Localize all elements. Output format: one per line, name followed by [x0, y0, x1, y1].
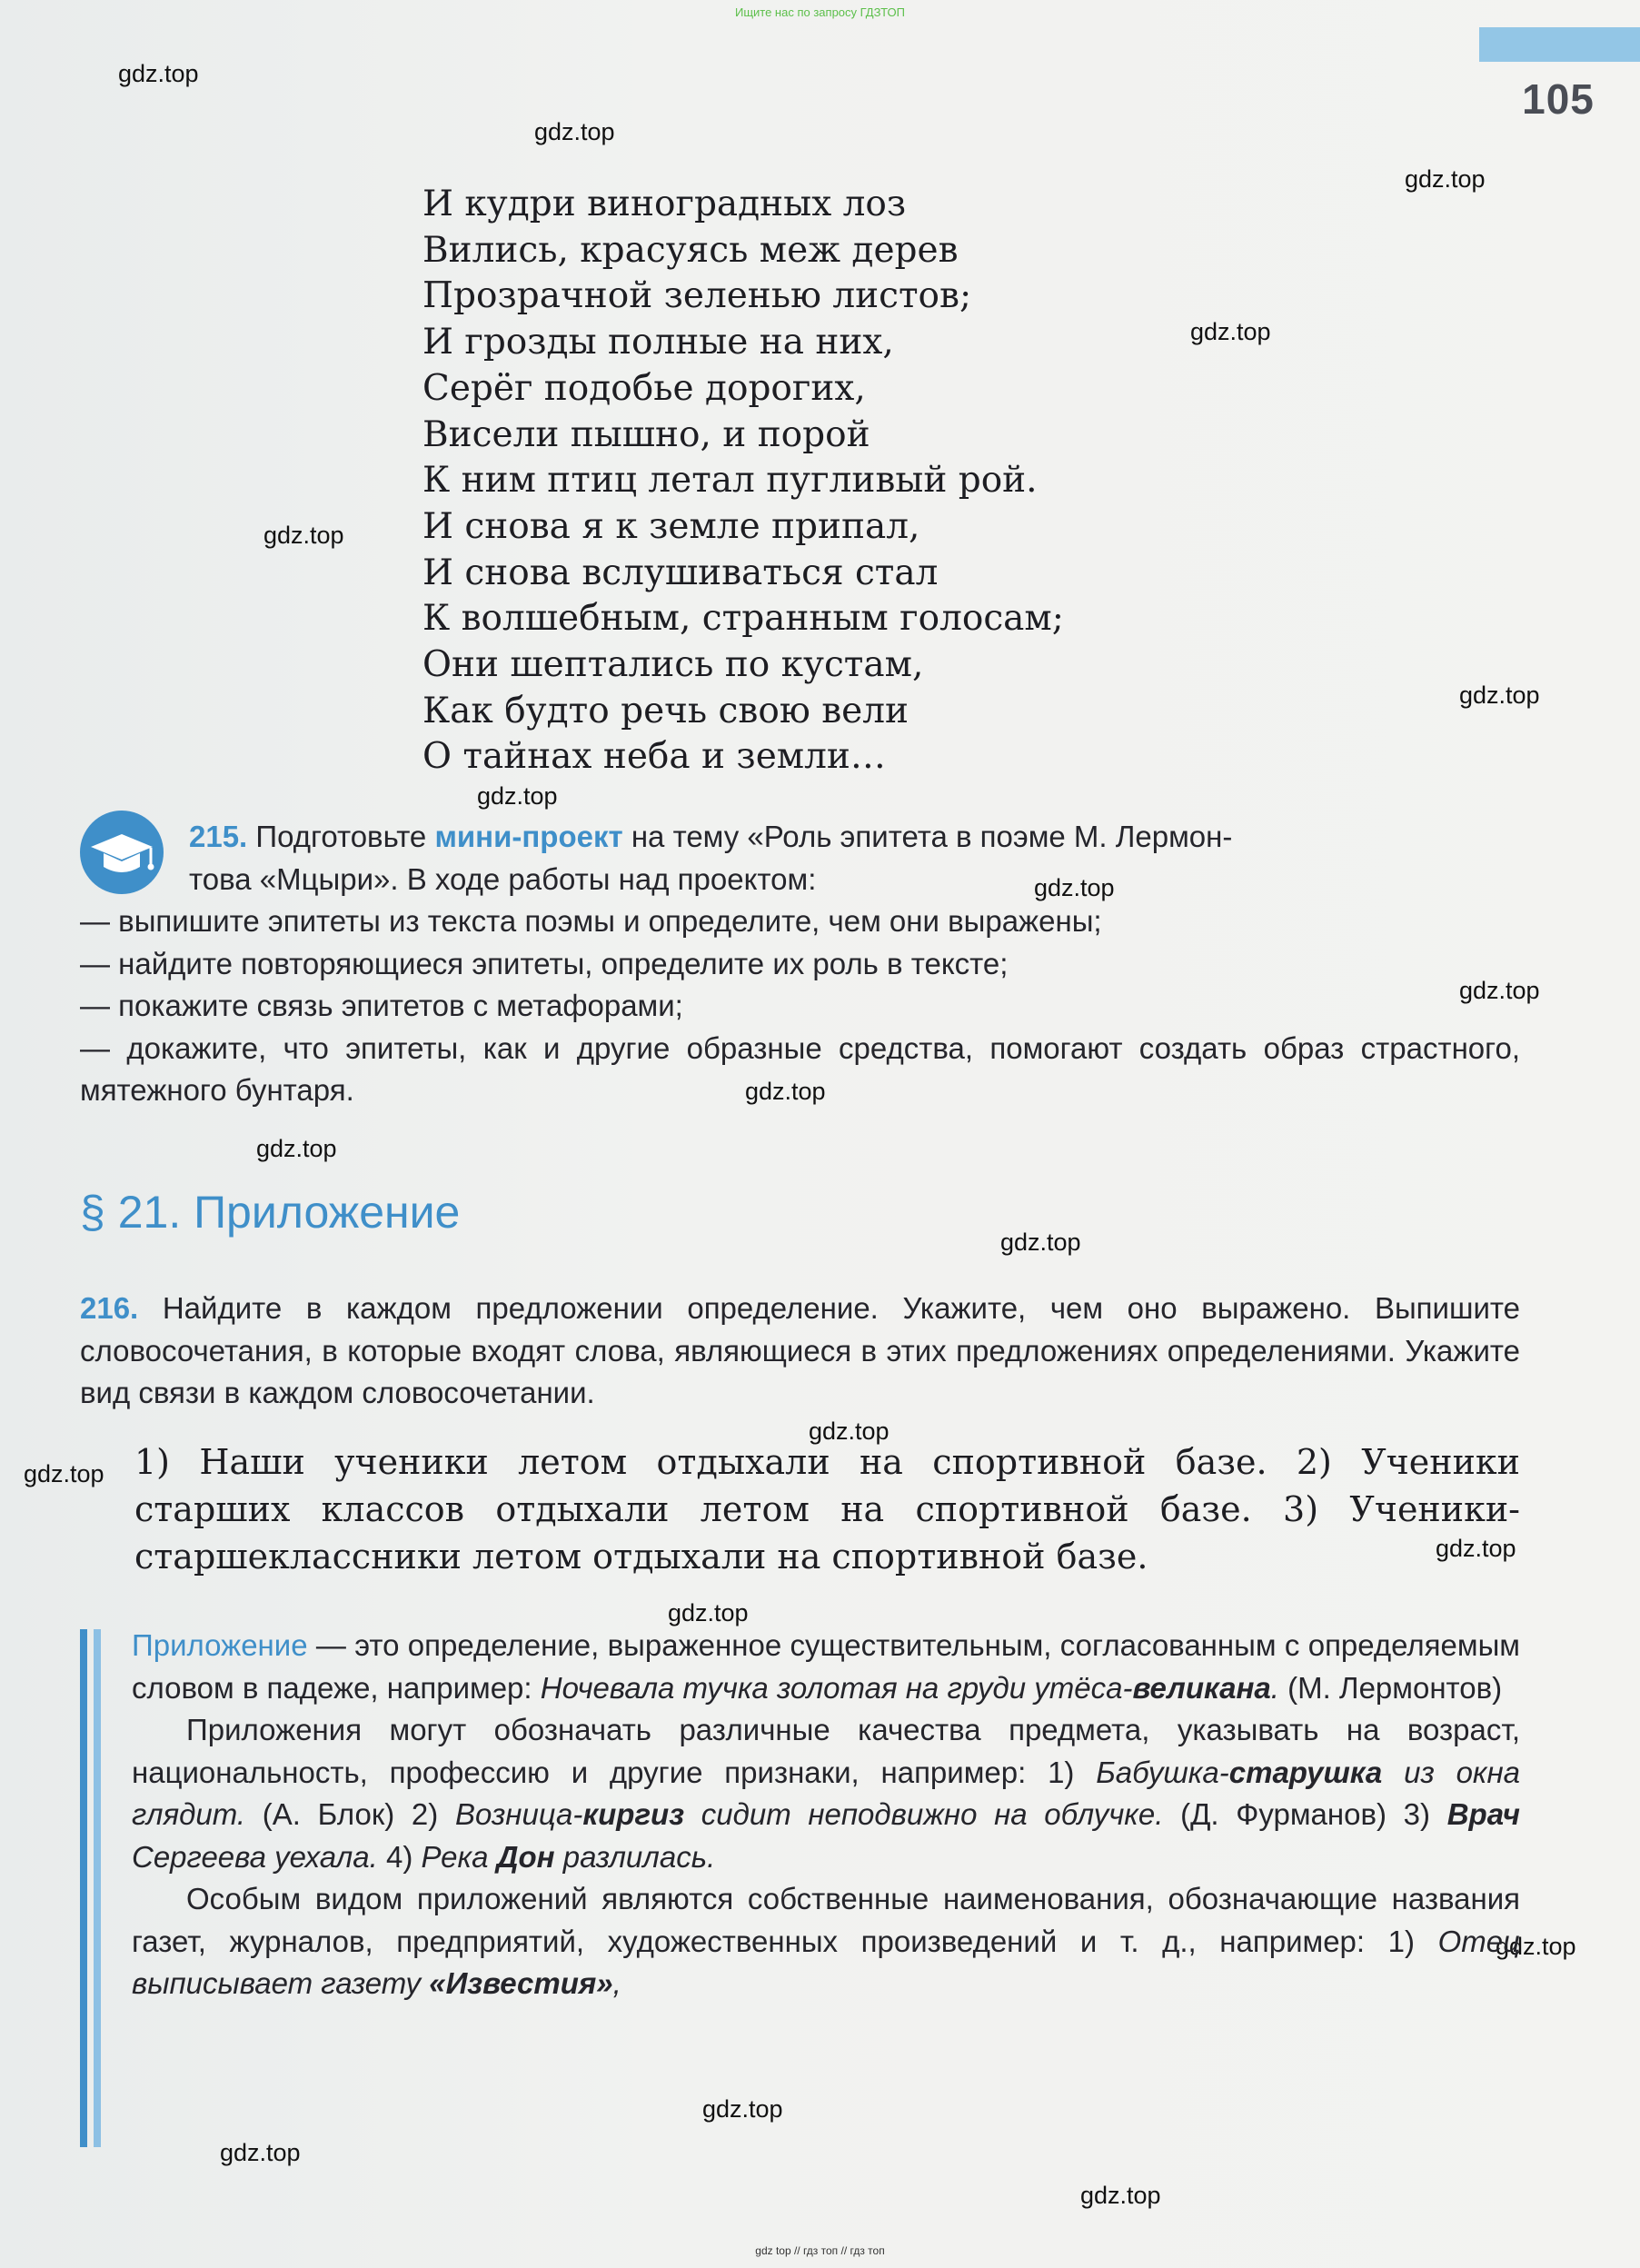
- exercise-number: 215.: [189, 820, 248, 853]
- rule-margin-bars: [80, 1629, 116, 2147]
- rule-bar-light: [94, 1629, 101, 2147]
- mini-project-label: мини-проект: [434, 820, 623, 853]
- rule-paragraph: Приложение — это определение, выраженное существительным, согласованным с определяемым словом в падеже, например: Ночевала тучка золотая на груди утёса-великана. (М. Лермонтов): [132, 1628, 1520, 1705]
- page-corner-band: [1479, 27, 1640, 62]
- watermark: gdz.top: [256, 1135, 337, 1162]
- poem-excerpt: [422, 182, 1513, 781]
- poem-line: Как будто речь свою вели: [422, 690, 909, 731]
- graduation-cap-icon: [78, 809, 165, 896]
- page-number: 105: [1522, 75, 1595, 123]
- rule-paragraph: Особым видом приложений являются собственные наименования, обозначающие названия газет, журналов, предприятий, художественных произведений и т. д., например: 1) Отец выписывает газету «Известия»,: [132, 1882, 1520, 2000]
- poem-line: Вились, красуясь меж дерев: [422, 229, 959, 271]
- exercise-216-task: Найдите в каждом предложении определение. Укажите, чем оно выражено. Выпишите словосочетания, в которые входят слова, являющиеся в этих предложениях определениями. Укажите вид связи в каждом словосочетании.: [80, 1291, 1520, 1409]
- exercise-216-sentences: 1) Наши ученики летом отдыхали на спортивной базе. 2) Ученики старших классов отдыхали летом на спортивной базе. 3) Ученики-старшеклассники летом отдыхали на спортивной базе.: [134, 1442, 1520, 1577]
- poem-line: И снова я к земле припал,: [422, 505, 920, 547]
- watermark: gdz.top: [745, 1078, 826, 1105]
- exercise-216: [80, 1288, 1520, 1415]
- watermark: gdz.top: [1080, 2182, 1161, 2209]
- watermark: gdz.top: [809, 1418, 890, 1445]
- poem-line: К волшебным, странным голосам;: [422, 598, 1064, 640]
- task-item: — найдите повторяющиеся эпитеты, определите их роль в тексте;: [80, 946, 1009, 980]
- watermark: gdz.top: [1496, 1933, 1576, 1960]
- watermark: gdz.top: [1459, 977, 1540, 1004]
- rule-definition-block: [132, 1625, 1520, 2005]
- watermark: gdz.top: [263, 522, 344, 549]
- rule-paragraph: Приложения могут обозначать различные качества предмета, указывать на возраст, национальность, профессию и другие признаки, например: 1) Бабушка-старушка из окна глядит. (А. Блок) 2) Возница-киргиз сидит неподвижно на облучке. (Д. Фурманов) 3) Врач Сергеева уехала. 4) Река Дон разлилась.: [132, 1713, 1521, 1874]
- watermark: gdz.top: [1436, 1535, 1516, 1562]
- rule-bar-dark: [80, 1629, 87, 2147]
- watermark: gdz.top: [534, 118, 615, 145]
- watermark: gdz.top: [477, 782, 558, 810]
- task-item: — покажите связь эпитетов с метафорами;: [80, 989, 683, 1022]
- watermark: gdz.top: [118, 60, 199, 87]
- exercise-215-tasks: [80, 900, 1520, 1112]
- poem-line: И грозды полные на них,: [422, 322, 894, 363]
- top-search-note: Ищите нас по запросу ГДЗТОП: [734, 5, 905, 19]
- exercise-number: 216.: [80, 1291, 139, 1325]
- watermark: gdz.top: [668, 1599, 749, 1626]
- watermark: gdz.top: [1405, 165, 1486, 193]
- task-item: — выпишите эпитеты из текста поэмы и определите, чем они выражены;: [80, 904, 1102, 938]
- poem-line: Прозрачной зеленью листов;: [422, 275, 972, 317]
- watermark: gdz.top: [1459, 681, 1540, 709]
- poem-line: О тайнах неба и земли…: [422, 736, 886, 778]
- poem-line: К ним птиц летал пугливый рой.: [422, 460, 1038, 502]
- poem-line: И кудри виноградных лоз: [422, 184, 907, 224]
- watermark: gdz.top: [24, 1460, 104, 1487]
- poem-line: И снова вслушиваться стал: [422, 552, 939, 593]
- watermark: gdz.top: [1034, 874, 1115, 901]
- exercise-215-intro: [189, 816, 1520, 900]
- footer-note: gdz top // гдз топ // гдз топ: [755, 2244, 885, 2257]
- exercise-215-line2: това «Мцыри». В ходе работы над проектом:: [189, 861, 817, 896]
- task-item: — докажите, что эпитеты, как и другие образные средства, помогают создать образ страстного, мятежного бунтаря.: [80, 1030, 1520, 1107]
- poem-line: Серёг подобье дорогих,: [422, 367, 866, 409]
- rule-term: Приложение: [132, 1628, 308, 1662]
- section-title: § 21. Приложение: [80, 1187, 461, 1238]
- watermark: gdz.top: [1000, 1228, 1081, 1256]
- watermark: gdz.top: [702, 2095, 783, 2123]
- poem-line: Висели пышно, и порой: [422, 413, 870, 455]
- watermark: gdz.top: [1190, 318, 1271, 345]
- poem-line: Они шептались по кустам,: [422, 644, 924, 686]
- watermark: gdz.top: [220, 2139, 301, 2166]
- exercise-215-line1: 215. Подготовьте мини-проект на тему «Роль эпитета в поэме М. Лермон-: [189, 820, 1233, 853]
